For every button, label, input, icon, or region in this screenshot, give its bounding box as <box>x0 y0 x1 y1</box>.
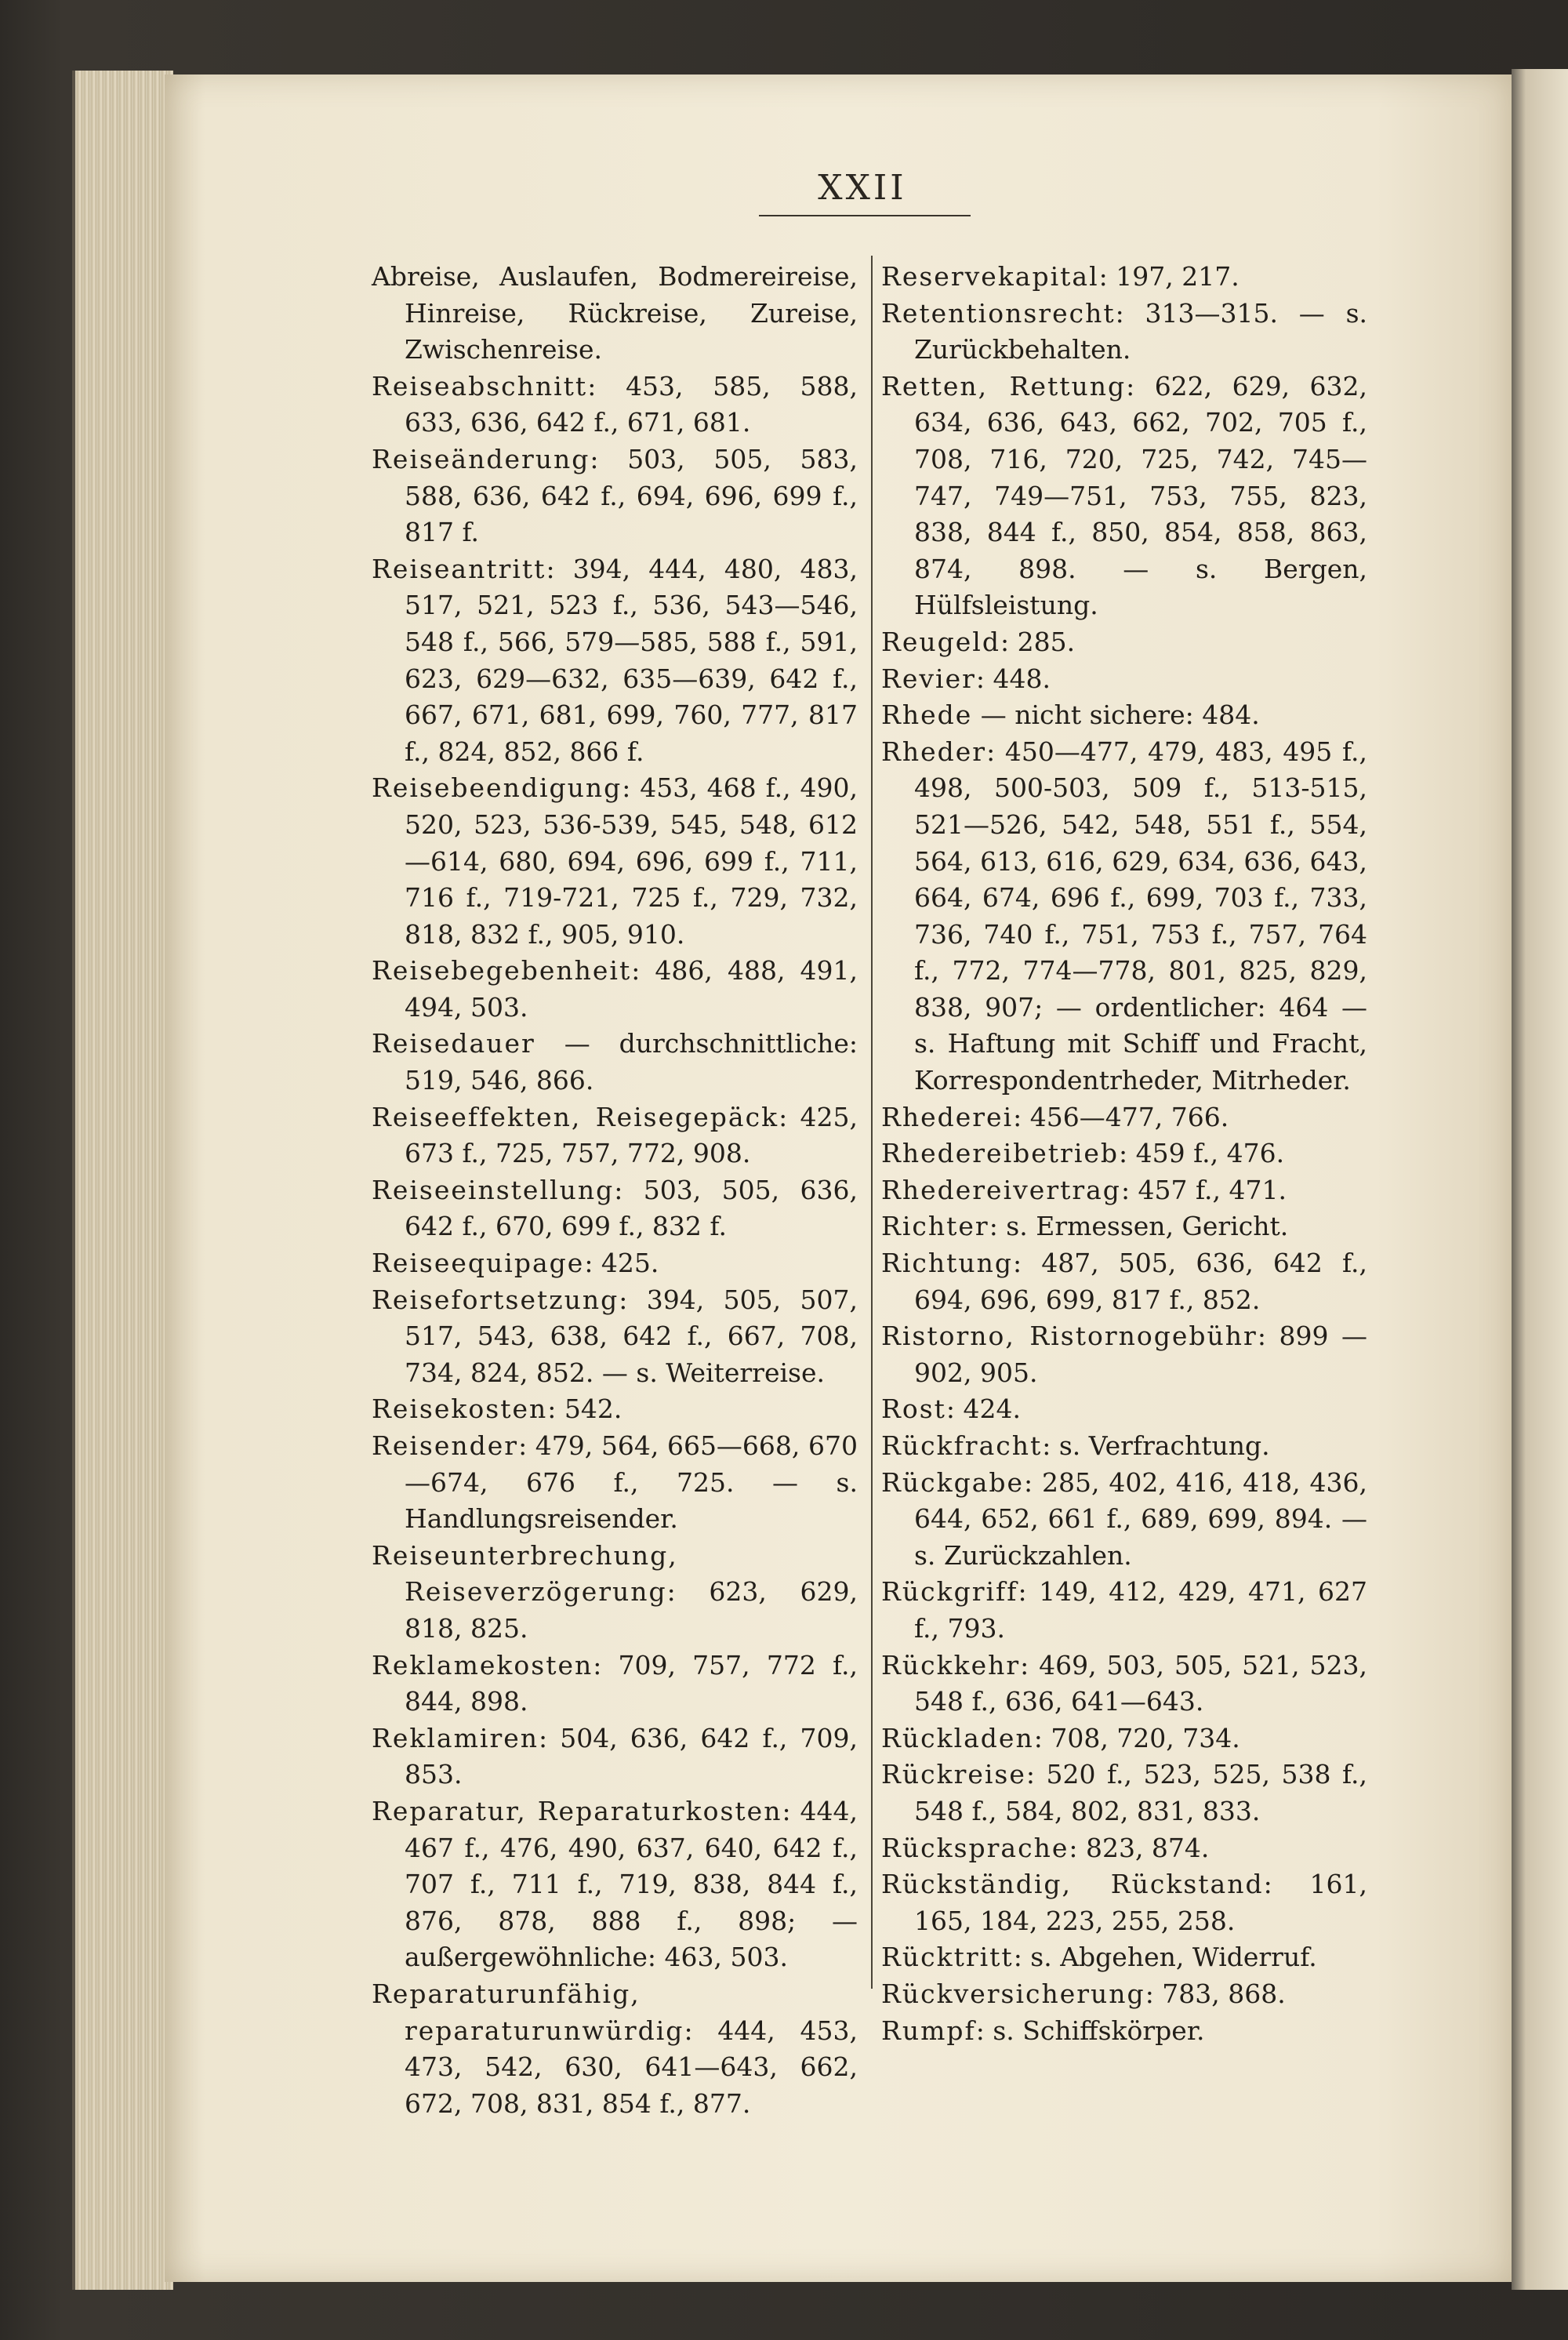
index-term: Reparaturunfähig, reparaturunwürdig <box>372 1978 684 2046</box>
index-entry <box>372 1245 858 1282</box>
index-references: : 448. <box>975 663 1051 694</box>
index-entry <box>372 1282 858 1392</box>
index-entry <box>881 1208 1367 1245</box>
index-references: : 425, 673 f., 725, 757, 772, 908. <box>405 1101 858 1169</box>
index-term: Rumpf <box>881 2015 976 2046</box>
index-term: Rhedereibetrieb <box>881 1138 1120 1169</box>
index-term: Reservekapital <box>881 261 1099 292</box>
index-term: Retten, Rettung <box>881 370 1127 402</box>
index-entry <box>881 624 1367 661</box>
index-entry <box>881 734 1367 1099</box>
index-term: Reiseeffekten, Reisegepäck <box>372 1101 779 1132</box>
index-references: : 394, 505, 507, 517, 543, 638, 642 f., 667, 708, 734, 824, 852. — s. Weiterreise. <box>405 1284 858 1388</box>
index-references: : 623, 629, 818, 825. <box>405 1576 858 1644</box>
index-references: Abreise, Auslaufen, Bodmereireise, Hinreise, Rückreise, Zureise, Zwischenreise. <box>372 261 858 365</box>
index-term: Rückständig, Rückstand <box>881 1869 1264 1900</box>
index-references: : 394, 444, 480, 483, 517, 521, 523 f., 536, 543—546, 548 f., 566, 579—585, 588 f., 591, 623, 629—632, 635—639, 642 f., 667, 671, 681, 699, 760, 777, 817 f., 824, 852, 866 f. <box>405 553 858 767</box>
index-entry <box>881 1428 1367 1465</box>
index-references: : 469, 503, 505, 521, 523, 548 f., 636, 641—643. <box>914 1649 1367 1717</box>
index-references: : 503, 505, 583, 588, 636, 642 f., 694, 696, 699 f., 817 f. <box>405 443 858 548</box>
index-term: Rückladen <box>881 1722 1034 1753</box>
index-column-left <box>372 259 858 2122</box>
index-references: : s. Abgehen, Widerruf. <box>1013 1942 1317 1973</box>
index-entry <box>881 1172 1367 1209</box>
index-term: Reparatur, Reparaturkosten <box>372 1795 782 1826</box>
index-references: : 450—477, 479, 483, 495 f., 498, 500-503, 509 f., 513-515, 521—526, 542, 548, 551 f., 554, 564, 613, 616, 629, 634, 636, 643, 664, 674, 696 f., 699, 703 f., 733, 736, 740 f., 751, 753 f., 757, 764 f., 772, 774—778, 801, 825, 829, 838, 907; — ordentlicher: 464 — s. Haftung mit Schiff und Fracht, Korrespondentrheder, Mitrheder. <box>914 736 1367 1096</box>
index-term: Rheder <box>881 736 987 767</box>
index-entry <box>881 1976 1367 2013</box>
page-number: XXII <box>818 168 907 208</box>
index-entry <box>372 1720 858 1793</box>
index-references: : 708, 720, 734. <box>1033 1722 1240 1753</box>
index-references: : 149, 412, 429, 471, 627 f., 793. <box>914 1576 1367 1644</box>
index-entry <box>372 770 858 953</box>
index-references: : 479, 564, 665—668, 670—674, 676 f., 725. — s. Handlungsreisender. <box>405 1430 858 1535</box>
index-term: Revier <box>881 663 976 694</box>
index-entry <box>881 1135 1367 1172</box>
index-references: : 456—477, 766. <box>1013 1101 1229 1132</box>
index-references: : 504, 636, 642 f., 709, 853. <box>405 1722 858 1790</box>
index-term: Reisebeendigung <box>372 772 622 804</box>
index-entry <box>881 1465 1367 1575</box>
index-term: Rhederei <box>881 1101 1014 1132</box>
index-entry <box>372 1026 858 1099</box>
index-term: Reisender <box>372 1430 519 1461</box>
index-term: Rücksprache <box>881 1832 1069 1863</box>
index-term: Reklamekosten <box>372 1649 593 1681</box>
index-entry <box>881 1391 1367 1428</box>
index-references: : 425. <box>584 1248 659 1279</box>
index-term: Reisebegebenheit <box>372 955 632 987</box>
index-entry <box>881 1245 1367 1318</box>
index-references: : s. Ermessen, Gericht. <box>989 1211 1289 1242</box>
index-references: : 285. <box>1000 626 1076 657</box>
index-term: Rückkehr <box>881 1649 1021 1681</box>
index-references: : 457 f., 471. <box>1120 1174 1287 1205</box>
index-references: : 542. <box>547 1393 622 1425</box>
index-references: : 161, 165, 184, 223, 255, 258. <box>914 1869 1367 1936</box>
index-term: Ristorno, Ristornogebühr <box>881 1321 1258 1352</box>
index-term: Rückversicherung <box>881 1978 1145 2009</box>
index-entry <box>881 1830 1367 1867</box>
index-entry <box>881 697 1367 734</box>
index-references: : 453, 468 f., 490, 520, 523, 536-539, 545, 548, 612—614, 680, 694, 696, 699 f., 711, 716 f., 719-721, 725 f., 729, 732, 818, 832 f., 905, 910. <box>405 772 858 950</box>
index-entry <box>372 369 858 441</box>
index-term: Reiseequipage <box>372 1248 585 1279</box>
index-references: : 459 f., 476. <box>1119 1138 1285 1169</box>
index-term: Richtung <box>881 1248 1014 1279</box>
index-entry <box>881 1939 1367 1976</box>
index-references: : 444, 453, 473, 542, 630, 641—643, 662, 672, 708, 831, 854 f., 877. <box>405 2015 858 2119</box>
index-term: Reisedauer <box>372 1028 535 1059</box>
index-references: : 520 f., 523, 525, 538 f., 548 f., 584, 802, 831, 833. <box>914 1759 1367 1826</box>
index-term: Reiseunterbrechung, Reiseverzögerung <box>372 1539 678 1608</box>
index-term: Reklamiren <box>372 1722 539 1753</box>
index-references: — nicht sichere: 484. <box>972 699 1260 731</box>
index-term: Rückgriff <box>881 1576 1018 1608</box>
index-entry <box>881 259 1367 296</box>
index-references: : 783, 868. <box>1145 1978 1286 2009</box>
index-entry <box>372 1648 858 1720</box>
column-divider <box>871 256 873 1989</box>
index-entry <box>881 1648 1367 1720</box>
index-references: : 899 —902, 905. <box>914 1321 1367 1388</box>
index-references: : 709, 757, 772 f., 844, 898. <box>405 1649 858 1717</box>
index-term: Retentionsrecht <box>881 297 1116 329</box>
index-term: Reiseänderung <box>372 443 590 474</box>
index-term: Reugeld <box>881 626 1000 657</box>
index-term: Rhedereivertrag <box>881 1174 1121 1205</box>
index-references: : 453, 585, 588, 633, 636, 642 f., 671, 681. <box>405 370 858 438</box>
index-references: : 313—315. — s. Zurückbehalten. <box>914 297 1367 365</box>
index-references: : 823, 874. <box>1069 1832 1210 1863</box>
index-entry <box>881 1318 1367 1391</box>
page-edge-stack <box>72 71 173 2290</box>
index-references: : 197, 217. <box>1098 261 1240 292</box>
index-references: : 622, 629, 632, 634, 636, 643, 662, 702, 705 f., 708, 716, 720, 725, 742, 745—747, 749—751, 753, 755, 823, 838, 844 f., 850, 854, 858, 863, 874, 898. — s. Bergen, Hülfsleistung. <box>914 370 1367 621</box>
index-references: : 503, 505, 636, 642 f., 670, 699 f., 832 f. <box>405 1174 858 1242</box>
index-entry <box>372 441 858 551</box>
index-term: Rücktritt <box>881 1942 1014 1973</box>
index-entry <box>372 1391 858 1428</box>
index-term: Reiseeinstellung <box>372 1174 615 1205</box>
index-entry <box>881 369 1367 624</box>
index-references: — durchschnittliche: 519, 546, 866. <box>405 1028 858 1096</box>
index-entry <box>372 551 858 771</box>
index-references: : s. Verfrachtung. <box>1042 1430 1270 1461</box>
index-entry <box>881 1574 1367 1647</box>
index-term: Reisekosten <box>372 1393 548 1425</box>
index-entry <box>881 661 1367 698</box>
index-term: Rückgabe <box>881 1466 1025 1498</box>
index-references: : s. Schiffskörper. <box>975 2015 1205 2046</box>
index-entry <box>372 1428 858 1538</box>
index-entry <box>881 1099 1367 1136</box>
index-term: Reisefortsetzung <box>372 1284 619 1315</box>
index-references: : 424. <box>946 1393 1022 1425</box>
index-entry <box>881 1757 1367 1829</box>
index-entry <box>372 1793 858 1976</box>
index-term: Rost <box>881 1393 946 1425</box>
index-references: : 444, 467 f., 476, 490, 637, 640, 642 f., 707 f., 711 f., 719, 838, 844 f., 876, 878, 888 f., 898; — außergewöhnliche: 463, 503. <box>405 1795 858 1973</box>
index-term: Reiseantritt <box>372 553 546 584</box>
index-entry <box>881 2013 1367 2050</box>
index-term: Rhede <box>881 699 973 731</box>
index-entry <box>372 1099 858 1172</box>
index-term: Richter <box>881 1211 989 1242</box>
index-entry <box>881 1866 1367 1939</box>
index-entry <box>881 296 1367 369</box>
index-references: : 285, 402, 416, 418, 436, 644, 652, 661 f., 689, 699, 894. — s. Zurückzahlen. <box>914 1466 1367 1571</box>
index-term: Rückreise <box>881 1759 1026 1790</box>
index-term: Reiseabschnitt <box>372 370 588 402</box>
index-references: : 486, 488, 491, 494, 503. <box>405 955 858 1023</box>
index-references: : 487, 505, 636, 642 f., 694, 696, 699, 817 f., 852. <box>914 1248 1367 1315</box>
index-entry <box>372 259 858 369</box>
index-entry <box>372 953 858 1026</box>
index-column-right <box>881 259 1367 2049</box>
index-entry <box>372 1538 858 1648</box>
facing-page-edge <box>1512 69 1568 2290</box>
index-term: Rückfracht <box>881 1430 1043 1461</box>
index-entry <box>372 1976 858 2122</box>
index-entry <box>372 1172 858 1245</box>
header-rule <box>759 215 971 216</box>
index-entry <box>881 1720 1367 1757</box>
